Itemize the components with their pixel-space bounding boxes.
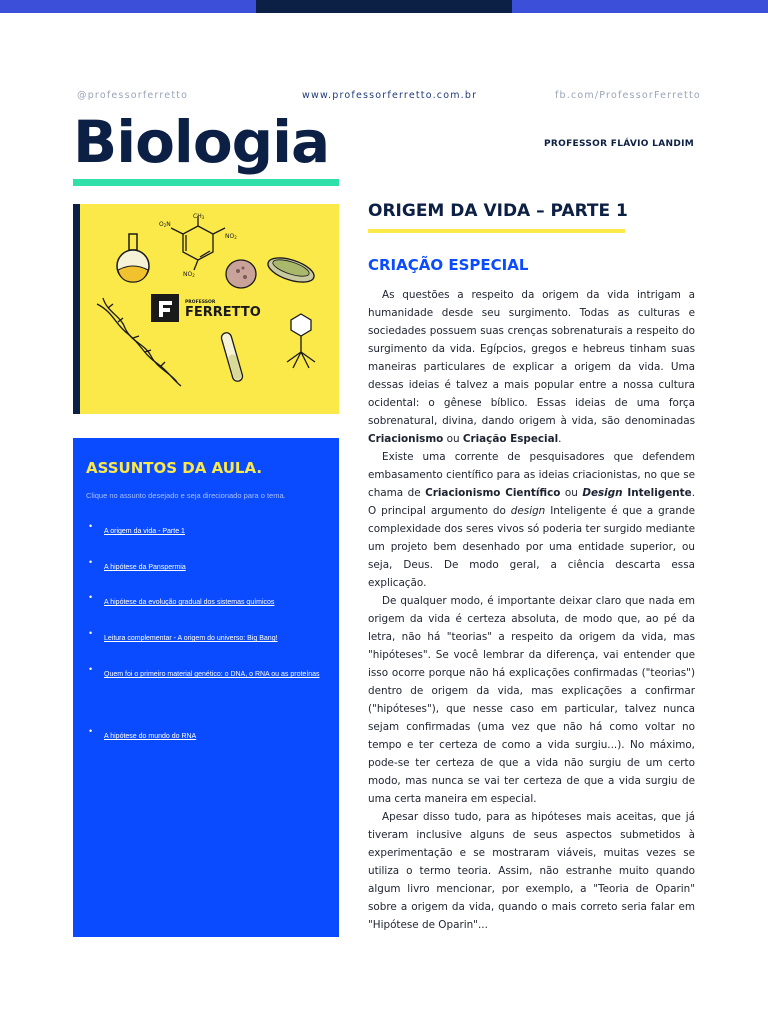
lesson-topics-panel bbox=[73, 438, 339, 937]
paragraph-2: Existe uma corrente de pesquisadores que defendem embasamento científico para as ideias criacionistas, no que se chama de Criacionismo Científico ou Design Inteligente. O principal argumento do design Inteligente é que a grande complexidade dos seres vivos só poderia ter surgido mediante um projeto bem desenhado por uma entidade superior, ou seja, Deus. De modo geral, a ciência descarta essa explicação. bbox=[368, 451, 695, 589]
top-bar-segment-right bbox=[512, 0, 768, 13]
bullet-icon: • bbox=[89, 628, 93, 638]
term-criacionismo: Criacionismo bbox=[368, 433, 444, 445]
top-bar-segment-left bbox=[0, 0, 256, 13]
lesson-illustration bbox=[73, 204, 339, 414]
cell-icon bbox=[226, 260, 256, 288]
test-tube-icon bbox=[220, 332, 243, 383]
ferretto-logo bbox=[151, 294, 261, 322]
bullet-icon: • bbox=[89, 557, 93, 567]
o2n-label: O2N bbox=[159, 221, 171, 228]
topic-link-mundo-rna[interactable]: A hipótese do mundo do RNA bbox=[104, 733, 197, 740]
topics-hint: Clique no assunto desejado e seja direcionado para o tema. bbox=[86, 491, 286, 500]
section-title: ORIGEM DA VIDA – PARTE 1 bbox=[368, 201, 628, 221]
facebook-link[interactable]: fb.com/ProfessorFerretto bbox=[555, 90, 701, 101]
illustration-drawing bbox=[73, 204, 339, 414]
topic-link-evolucao-gradual[interactable]: A hipótese da evolução gradual dos sistemas químicos bbox=[104, 599, 275, 606]
topic-link-panspermia[interactable]: A hipótese da Panspermia bbox=[104, 564, 186, 571]
instagram-handle[interactable]: @professorferretto bbox=[77, 90, 189, 101]
top-bar-segment-center bbox=[256, 0, 512, 13]
topic-link-origem-da-vida[interactable]: A origem da vida - Parte 1 bbox=[104, 528, 185, 535]
logo-title: FERRETTO bbox=[185, 305, 261, 320]
bullet-icon: • bbox=[89, 726, 93, 736]
no2-label-top: NO2 bbox=[225, 233, 237, 240]
no2-label-bottom: NO2 bbox=[183, 271, 195, 278]
paragraph-3: De qualquer modo, é importante deixar claro que nada em origem da vida é certeza absoluta, de modo que, ao pé da letra, não há "teorias" a respeito da origem da vida, mas "hipóteses". Se você lembrar da diferença, vai entender que isso ocorre porque não há explicações confirmadas ("teorias") dentro de origem da vida, mas explicações a confirmar ("hipóteses"), que nesse caso em particular, talvez nunca sejam confirmadas (uma vez que não há como voltar no tempo e ter certeza de como a vida surgiu...). No máximo, pode-se ter certeza de que a vida não surgiu de um certo modo, mas nunca se vai ter certeza de que a vida surgiu de uma certa maneira em especial. bbox=[368, 595, 695, 805]
title-underline bbox=[73, 179, 339, 186]
paragraph-1: As questões a respeito da origem da vida intrigam a humanidade desde seu surgimento. Todas as culturas e sociedades possuem suas crenças sobrenaturais a respeito do surgimento da vida. Egípcios, gregos e hebreus tinham suas maneiras particulares de explicar a origem da vida. Uma dessas ideias é talvez a mais popular entre a nossa cultura ocidental: o gênese bíblico. Essas ideias de uma força sobrenatural, divina, dando origem à vida, são denominadas Criacionismo ou Criação Especial. bbox=[368, 289, 695, 445]
topic-link-big-bang[interactable]: Leitura complementar - A origem do universo: Big Bang! bbox=[104, 635, 278, 642]
virus-icon bbox=[287, 314, 315, 368]
ch3-label: CH3 bbox=[193, 213, 205, 220]
page-title: Biologia bbox=[73, 108, 330, 176]
term-criacionismo-cientifico: Criacionismo Científico bbox=[425, 487, 561, 499]
paragraph-4: Apesar disso tudo, para as hipóteses mais aceitas, que já tiveram inclusive alguns de seus aspectos submetidos à experimentação e se mostraram viáveis, muitas vezes se utiliza o termo teoria. Assim, não estranhe muito quando algum livro mencionar, por exemplo, a "Teoria de Oparin" sobre a origem da vida, quando o mais correto seria falar em "Hipótese de Oparin"... bbox=[368, 811, 695, 931]
website-link[interactable]: www.professorferretto.com.br bbox=[302, 90, 478, 101]
professor-name: PROFESSOR FLÁVIO LANDIM bbox=[544, 139, 694, 149]
flask-icon bbox=[117, 234, 149, 282]
term-criacao-especial: Criação Especial bbox=[462, 433, 559, 445]
topic-link-material-genetico[interactable]: Quem foi o primeiro material genético: o DNA, o RNA ou as proteínas bbox=[104, 671, 320, 678]
subsection-title: CRIAÇÃO ESPECIAL bbox=[368, 256, 529, 274]
article-body bbox=[368, 286, 695, 934]
bullet-icon: • bbox=[89, 592, 93, 602]
term-design: Design bbox=[582, 487, 623, 499]
section-title-underline bbox=[368, 229, 625, 233]
bullet-icon: • bbox=[89, 521, 93, 531]
bullet-icon: • bbox=[89, 664, 93, 674]
topics-title: ASSUNTOS DA AULA. bbox=[86, 459, 263, 477]
petri-dish-icon bbox=[265, 253, 317, 287]
molecule-icon bbox=[171, 216, 225, 270]
top-color-bar bbox=[0, 0, 768, 13]
logo-subtitle: PROFESSOR bbox=[185, 300, 216, 305]
